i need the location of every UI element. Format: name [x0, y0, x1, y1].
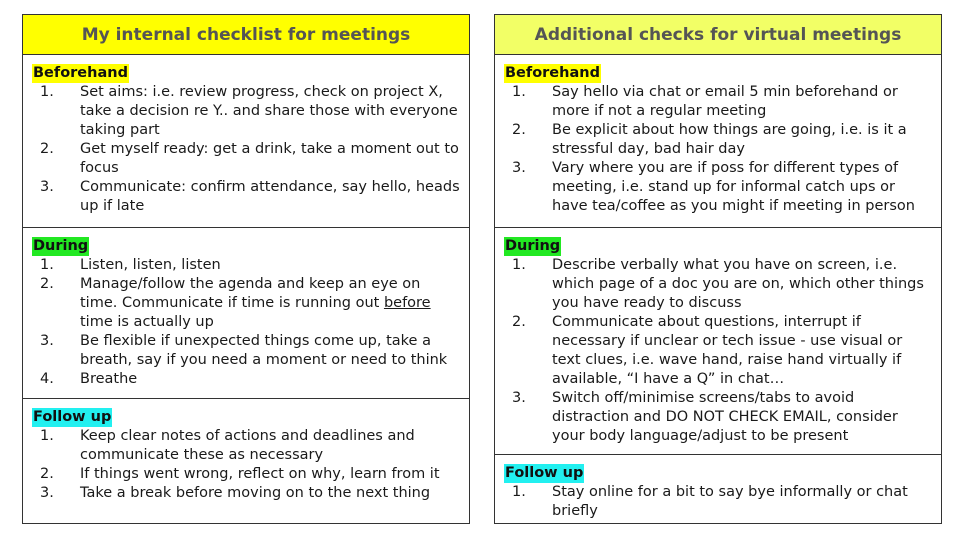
left-followup-list	[32, 427, 461, 503]
list-item: 4. Breathe	[40, 371, 138, 387]
right-during-list	[504, 256, 933, 446]
list-item: 1. Describe verbally what you have on screen, i.e. which page of a doc you are on, which other things you have ready to discuss	[512, 257, 924, 311]
list-item: 1. Say hello via chat or email 5 min beforehand or more if not a regular meeting	[512, 84, 898, 119]
right-followup-title: Follow up	[505, 465, 584, 481]
list-item: 2. Communicate about questions, interrupt if necessary if unclear or tech issue - use visual or text clues, i.e. wave hand, raise hand virtually if available, “I have a Q” in chat…	[512, 314, 903, 387]
list-item: 3. Switch off/minimise screens/tabs to avoid distraction and DO NOT CHECK EMAIL, consider your body language/adjust to be present	[512, 390, 898, 444]
right-checklist-panel	[494, 14, 942, 524]
list-item: 2. Manage/follow the agenda and keep an eye on time. Communicate if time is running out before time is actually up	[40, 276, 431, 330]
right-followup-list	[504, 483, 933, 521]
right-beforehand-list	[504, 83, 933, 216]
left-during-list	[32, 256, 461, 389]
list-item: 3. Communicate: confirm attendance, say hello, heads up if late	[40, 179, 460, 214]
left-beforehand-list	[32, 83, 461, 216]
list-item: 1. Set aims: i.e. review progress, check on project X, take a decision re Y.. and share those with everyone taking part	[40, 84, 458, 138]
list-item: 3. Take a break before moving on to the next thing	[40, 485, 431, 501]
left-panel-title: My internal checklist for meetings	[23, 15, 469, 55]
list-item: 2. If things went wrong, reflect on why, learn from it	[40, 466, 440, 482]
left-checklist-panel	[22, 14, 470, 524]
right-followup-section	[495, 455, 941, 523]
list-item: 1. Stay online for a bit to say bye informally or chat briefly	[512, 484, 908, 519]
left-beforehand-title: Beforehand	[33, 65, 128, 81]
right-during-title: During	[505, 238, 561, 254]
left-followup-section	[23, 399, 469, 523]
right-beforehand-section	[495, 55, 941, 228]
left-followup-title: Follow up	[33, 409, 112, 425]
list-item: 3. Vary where you are if poss for different types of meeting, i.e. stand up for informal catch ups or have tea/coffee as you might if meeting in person	[512, 160, 915, 214]
left-beforehand-section	[23, 55, 469, 228]
right-beforehand-title: Beforehand	[505, 65, 600, 81]
underlined-before: before	[383, 295, 431, 311]
list-item: 1. Listen, listen, listen	[40, 257, 221, 273]
right-panel-title: Additional checks for virtual meetings	[495, 15, 941, 55]
list-item: 2. Be explicit about how things are going, i.e. is it a stressful day, bad hair day	[512, 122, 907, 157]
left-during-section	[23, 228, 469, 399]
list-item: 2. Get myself ready: get a drink, take a moment out to focus	[40, 141, 459, 176]
left-during-title: During	[33, 238, 89, 254]
list-item: 1. Keep clear notes of actions and deadlines and communicate these as necessary	[40, 428, 415, 463]
list-item: 3. Be flexible if unexpected things come up, take a breath, say if you need a moment or need to think	[40, 333, 448, 368]
right-during-section	[495, 228, 941, 455]
